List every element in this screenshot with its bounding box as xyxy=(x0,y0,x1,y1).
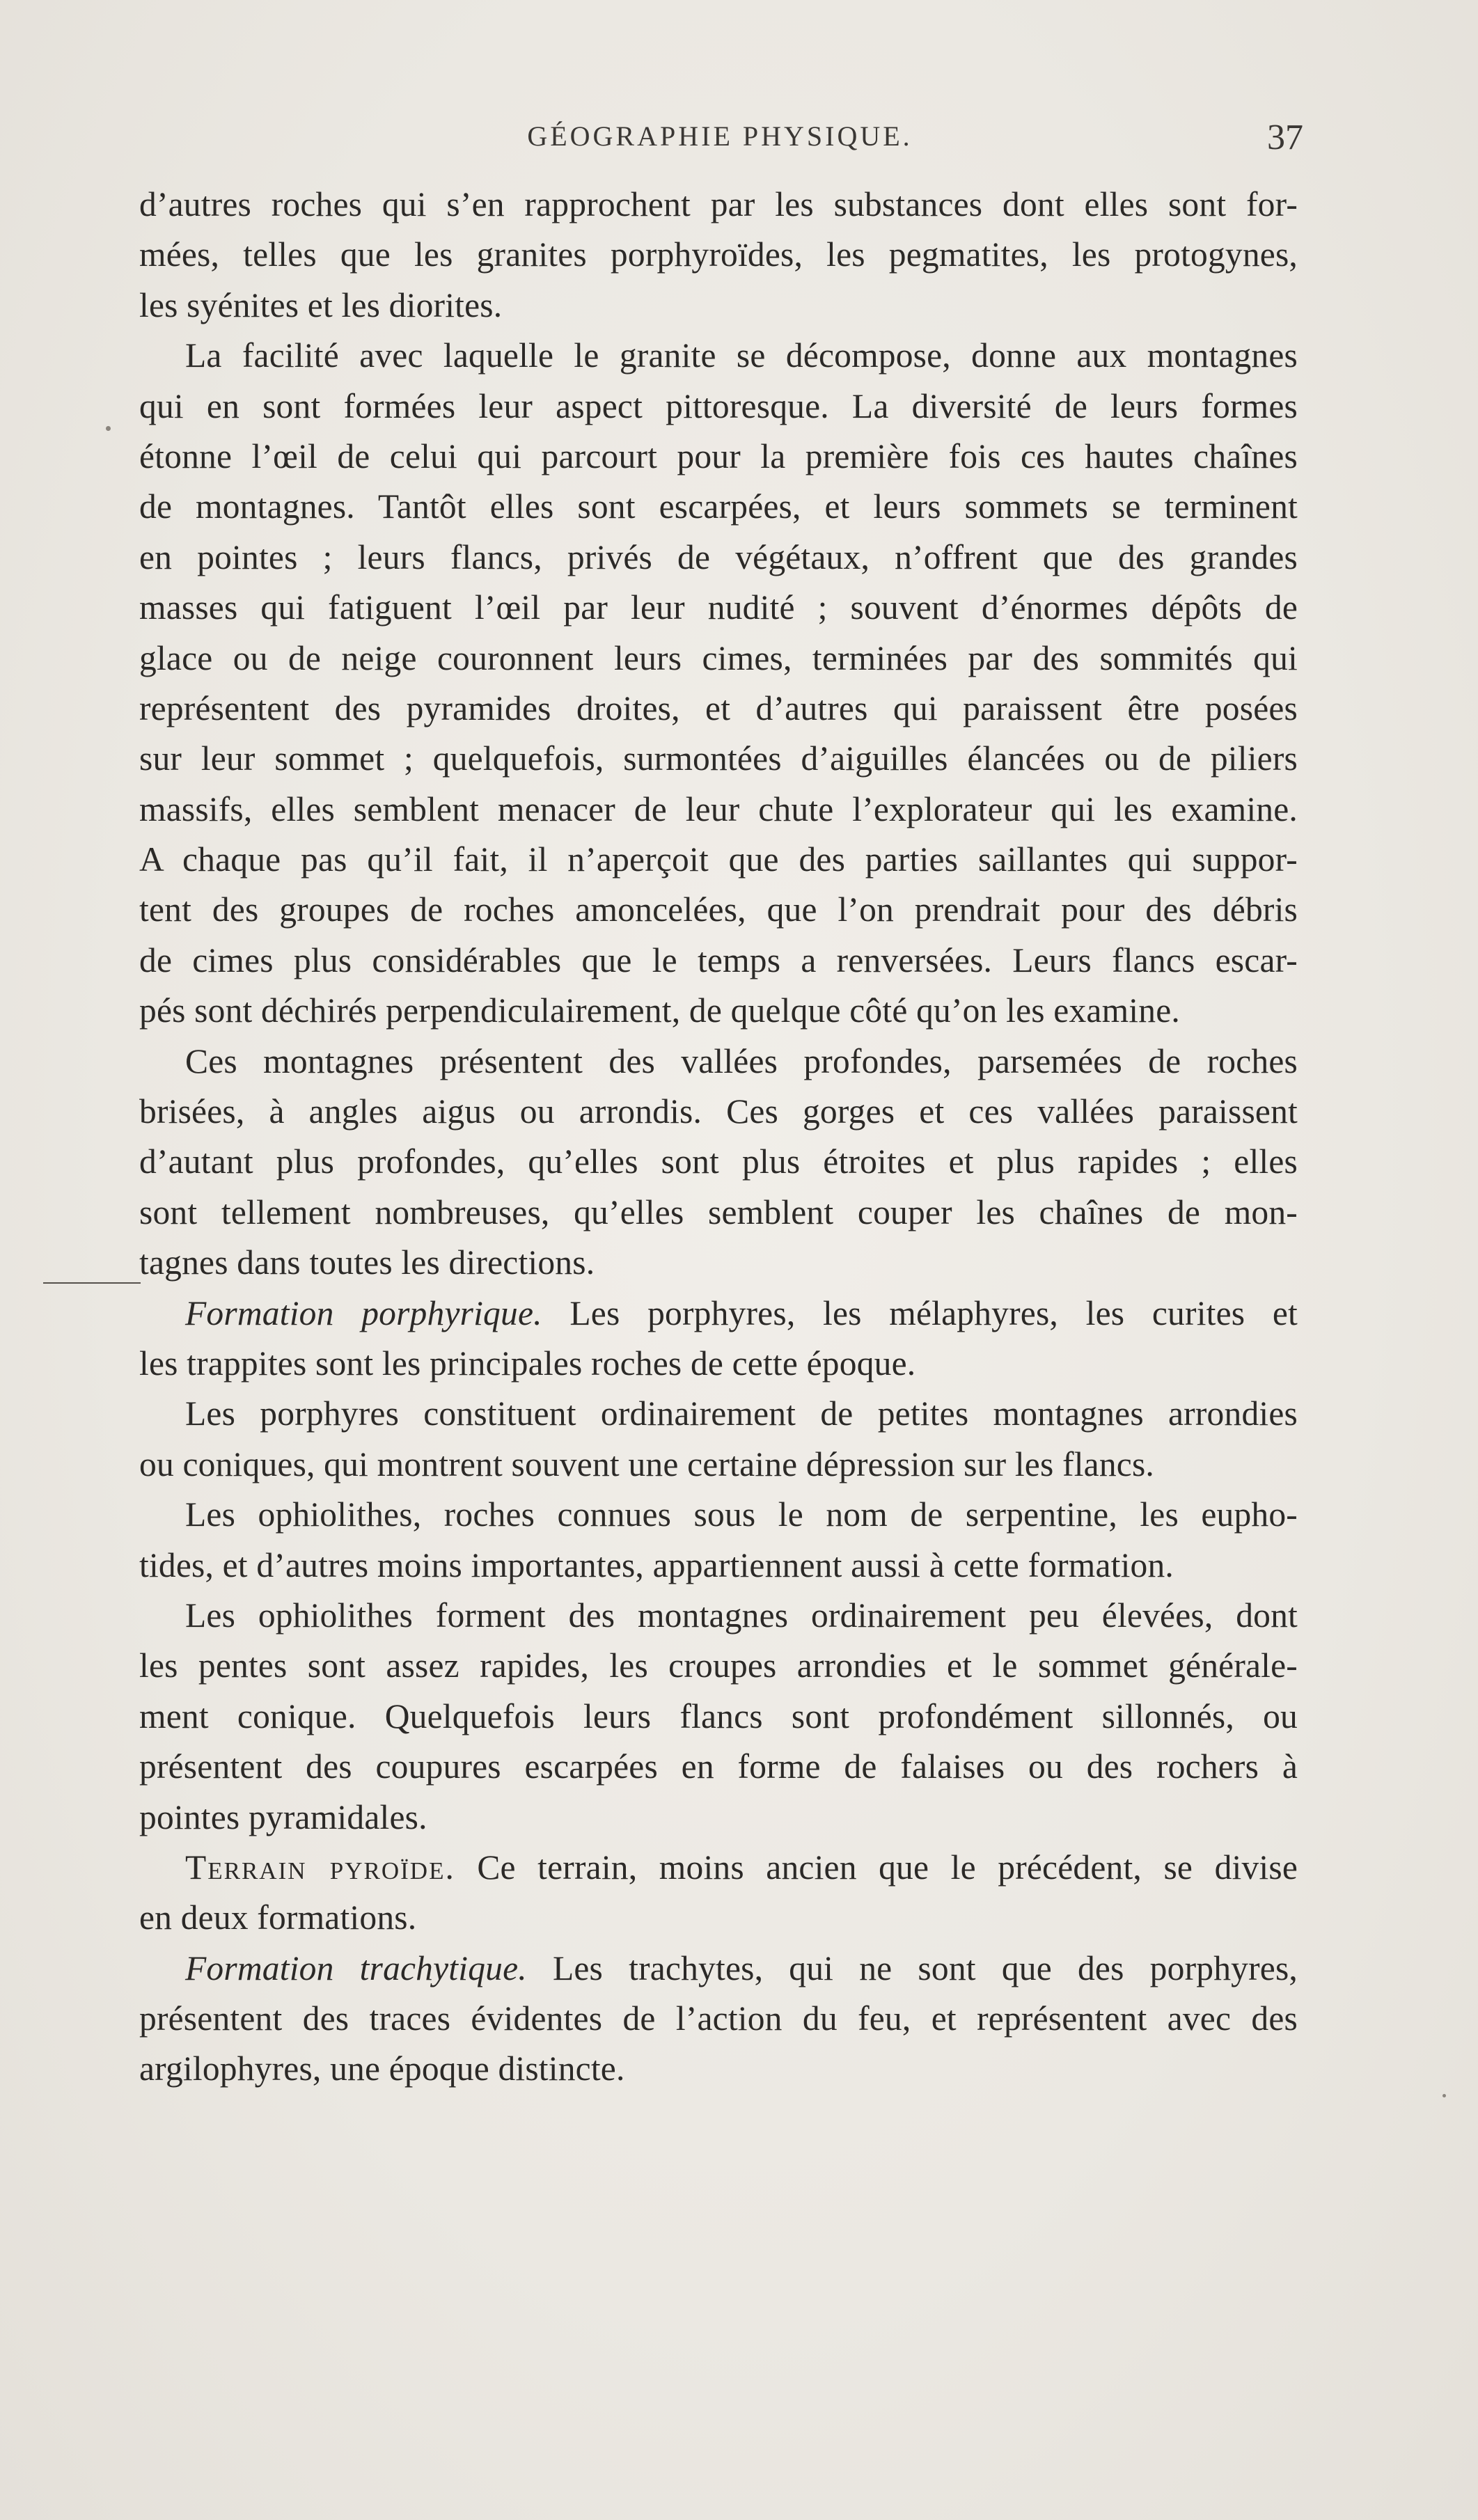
text-line: brisées, à angles aigus ou arrondis. Ces gorges et ces vallées paraissent xyxy=(139,1092,1298,1131)
text-line: de montagnes. Tantôt elles sont escarpées, et leurs sommets se terminent xyxy=(139,487,1298,526)
text-line: Les porphyres constituent ordinairement de petites montagnes arrondies xyxy=(185,1394,1298,1433)
text-line-terrain-pyroide xyxy=(139,1843,1298,1893)
text-line: les syénites et les diorites. xyxy=(139,285,503,324)
text-line-formation-porphyrique xyxy=(139,1289,1298,1339)
text-line: sur leur sommet ; quelquefois, surmontées d’aiguilles élancées ou de piliers xyxy=(139,739,1298,778)
text-line: les trappites sont les principales roches de cette époque. xyxy=(139,1344,916,1383)
text-line: en pointes ; leurs flancs, privés de végétaux, n’offrent que des grandes xyxy=(139,537,1298,576)
heading-terrain-pyroide: Terrain pyroïde. xyxy=(185,1848,455,1887)
text-line: massifs, elles semblent menacer de leur chute l’explorateur qui les examine. xyxy=(139,789,1298,828)
text-run: Ce terrain, moins ancien que le précédent, se divise xyxy=(455,1848,1298,1887)
text-line: Les ophiolithes forment des montagnes ordinairement peu élevées, dont xyxy=(185,1596,1298,1635)
text-line: présentent des traces évidentes de l’action du feu, et représentent avec des xyxy=(139,1999,1298,2038)
text-line: Ces montagnes présentent des vallées profondes, parsemées de roches xyxy=(185,1041,1298,1080)
text-line: masses qui fatiguent l’œil par leur nudité ; souvent d’énormes dépôts de xyxy=(139,588,1298,627)
text-line: ment conique. Quelquefois leurs flancs sont profondément sillonnés, ou xyxy=(139,1696,1298,1735)
text-line: tides, et d’autres moins importantes, appartiennent aussi à cette formation. xyxy=(139,1545,1174,1584)
heading-formation-porphyrique: Formation porphyrique. xyxy=(185,1293,542,1332)
text-line: de cimes plus considérables que le temps a renversées. Leurs flancs escar- xyxy=(139,940,1298,979)
text-run: Les trachytes, qui ne sont que des porphyres, xyxy=(526,1948,1298,1987)
text-line: A chaque pas qu’il fait, il n’aperçoit que des parties saillantes qui suppor- xyxy=(139,840,1298,879)
body-text xyxy=(139,180,1298,2095)
text-line: présentent des coupures escarpées en forme de falaises ou des rochers à xyxy=(139,1747,1298,1786)
ink-speck xyxy=(106,426,111,431)
running-title: GÉOGRAPHIE PHYSIQUE. xyxy=(527,120,913,152)
text-line: les pentes sont assez rapides, les croupes arrondies et le sommet générale- xyxy=(139,1646,1298,1685)
text-line: tagnes dans toutes les directions. xyxy=(139,1243,595,1282)
text-line: pointes pyramidales. xyxy=(139,1797,427,1836)
text-line: sont tellement nombreuses, qu’elles semblent couper les chaînes de mon- xyxy=(139,1192,1298,1231)
heading-formation-trachytique: Formation trachytique. xyxy=(185,1948,527,1987)
text-line: représentent des pyramides droites, et d’autres qui paraissent être posées xyxy=(139,688,1298,727)
text-line: Les ophiolithes, roches connues sous le nom de serpentine, les eupho- xyxy=(185,1495,1298,1534)
text-run: Les porphyres, les mélaphyres, les curites et xyxy=(542,1293,1298,1332)
ink-speck xyxy=(1442,2094,1446,2097)
text-line: ou coniques, qui montrent souvent une certaine dépression sur les flancs. xyxy=(139,1444,1154,1483)
text-line: en deux formations. xyxy=(139,1898,417,1937)
text-line: qui en sont formées leur aspect pittoresque. La diversité de leurs formes xyxy=(139,386,1298,425)
running-head xyxy=(136,117,1303,159)
text-line: étonne l’œil de celui qui parcourt pour la première fois ces hautes chaînes xyxy=(139,436,1298,475)
text-line-formation-trachytique xyxy=(139,1944,1298,1994)
margin-rule xyxy=(43,1282,141,1284)
text-line: mées, telles que les granites porphyroïdes, les pegmatites, les protogynes, xyxy=(139,235,1298,274)
text-line: argilophyres, une époque distincte. xyxy=(139,2049,625,2088)
text-line: tent des groupes de roches amoncelées, que l’on prendrait pour des débris xyxy=(139,890,1298,929)
text-line: d’autres roches qui s’en rapprochent par les substances dont elles sont for- xyxy=(139,185,1298,223)
text-line: glace ou de neige couronnent leurs cimes, terminées par des sommités qui xyxy=(139,638,1298,677)
text-line: d’autant plus profondes, qu’elles sont plus étroites et plus rapides ; elles xyxy=(139,1142,1298,1181)
page-number: 37 xyxy=(1267,118,1303,157)
text-line: pés sont déchirés perpendiculairement, de quelque côté qu’on les examine. xyxy=(139,991,1180,1030)
text-line: La facilité avec laquelle le granite se décompose, donne aux montagnes xyxy=(185,336,1298,375)
